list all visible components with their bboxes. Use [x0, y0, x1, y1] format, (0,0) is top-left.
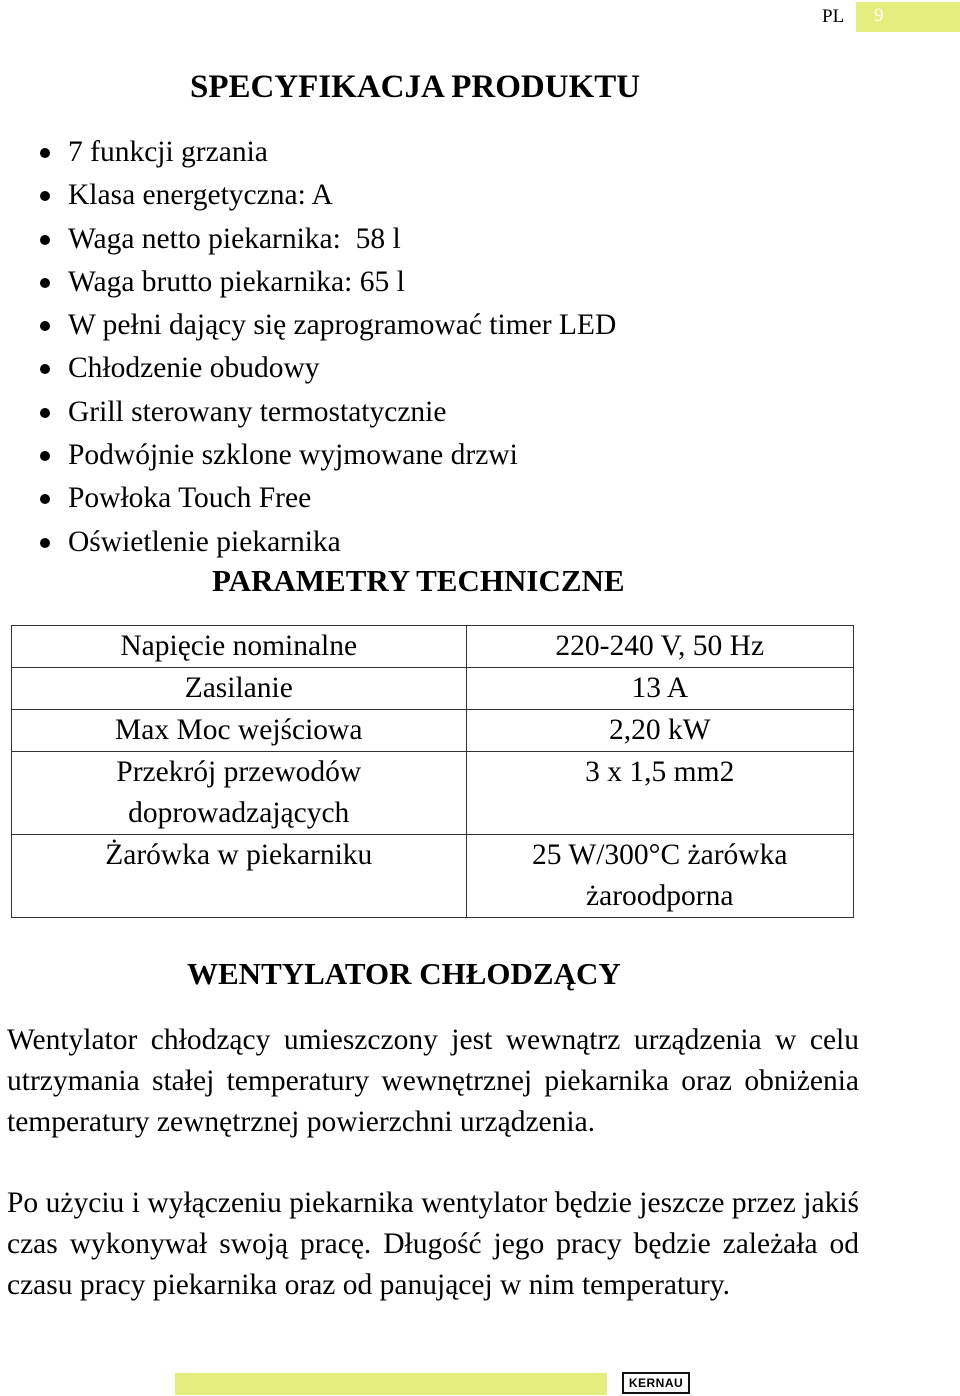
- bullet-icon: [40, 494, 50, 504]
- list-item: [0, 304, 616, 347]
- bullet-icon: [40, 321, 50, 331]
- feature-text: Grill sterowany termostatycznie: [68, 395, 447, 428]
- param-label: Napięcie nominalne: [12, 626, 467, 668]
- param-value: 2,20 kW: [466, 710, 854, 752]
- table-row: [12, 835, 854, 918]
- page-number-bar: [856, 2, 960, 32]
- list-item: [0, 261, 616, 304]
- bullet-icon: [40, 191, 50, 201]
- list-item: [0, 521, 616, 564]
- feature-text: 7 funkcji grzania: [68, 136, 268, 168]
- brand-logo: KERNAU: [622, 1372, 690, 1394]
- param-value: 13 A: [466, 668, 854, 710]
- list-item: [0, 477, 616, 520]
- list-item: [0, 391, 616, 434]
- bullet-icon: [40, 278, 50, 288]
- feature-text: Klasa energetyczna: A: [68, 179, 333, 212]
- list-item: [0, 434, 616, 477]
- bullet-icon: [40, 451, 50, 461]
- param-value: 3 x 1,5 mm2: [466, 752, 854, 835]
- footer-bar: [175, 1373, 607, 1395]
- table-row: [12, 710, 854, 752]
- language-label: PL: [822, 6, 845, 27]
- table-row: [12, 752, 854, 835]
- feature-text: Waga netto piekarnika: 58 l: [68, 222, 401, 255]
- feature-text: Powłoka Touch Free: [68, 482, 312, 515]
- bullet-icon: [40, 148, 50, 158]
- param-label: Żarówka w piekarniku: [12, 835, 467, 918]
- page-title: SPECYFIKACJA PRODUKTU: [190, 69, 641, 105]
- table-row: [12, 668, 854, 710]
- feature-text: Chłodzenie obudowy: [68, 352, 320, 385]
- list-item: [0, 218, 616, 261]
- param-value: 25 W/300°C żarówka żaroodporna: [466, 835, 854, 918]
- feature-text: Waga brutto piekarnika: 65 l: [68, 265, 405, 298]
- technical-params-table: [11, 625, 854, 918]
- page-number: 9: [874, 5, 884, 26]
- bullet-icon: [40, 364, 50, 374]
- param-value: 220-240 V, 50 Hz: [466, 626, 854, 668]
- feature-list: [0, 131, 616, 564]
- param-label: Zasilanie: [12, 668, 467, 710]
- list-item: [0, 347, 616, 390]
- param-label: Przekrój przewodów doprowadzających: [12, 752, 467, 835]
- table-row: [12, 626, 854, 668]
- list-item: [0, 174, 616, 217]
- bullet-icon: [40, 538, 50, 548]
- fan-paragraph: Wentylator chłodzący umieszczony jest wewnątrz urządzenia w celu utrzymania stałej temperatury wewnętrznej piekarnika oraz obniżenia temperatury zewnętrznej powierzchni urządzenia.: [7, 1024, 859, 1138]
- list-item: [0, 131, 616, 174]
- bullet-icon: [40, 408, 50, 418]
- feature-text: W pełni dający się zaprogramować timer LED: [68, 309, 617, 342]
- fan-paragraph: Po użyciu i wyłączeniu piekarnika wentylator będzie jeszcze przez jakiś czas wykonywał swoją pracę. Długość jego pracy będzie zależała od czasu pracy piekarnika oraz od panującej w nim temperatury.: [7, 1187, 859, 1301]
- cooling-fan-heading: WENTYLATOR CHŁODZĄCY: [187, 956, 621, 991]
- param-label: Max Moc wejściowa: [12, 710, 467, 752]
- technical-params-heading: PARAMETRY TECHNICZNE: [212, 563, 625, 598]
- feature-text: Podwójnie szklone wyjmowane drzwi: [68, 439, 518, 472]
- bullet-icon: [40, 235, 50, 245]
- feature-text: Oświetlenie piekarnika: [68, 525, 341, 558]
